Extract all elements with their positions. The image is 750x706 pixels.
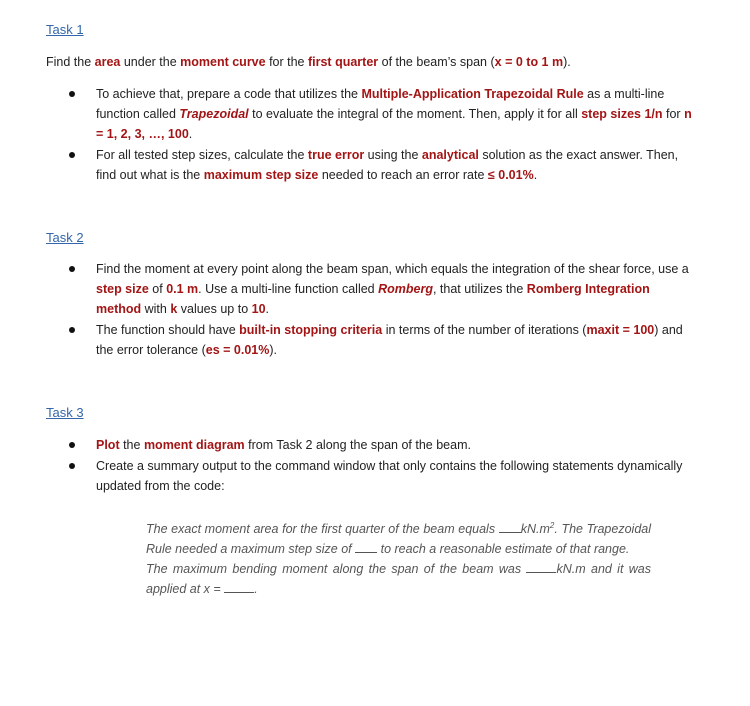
text: the xyxy=(119,438,144,452)
text: Create a summary output to the command window that only contains the following statements dynamically updated from the code: xyxy=(96,459,683,493)
highlight-function-name: Trapezoidal xyxy=(179,107,249,121)
highlight-maxit: maxit = 100 xyxy=(586,323,655,337)
text: values up to xyxy=(177,302,252,316)
highlight-true-error: true error xyxy=(307,148,365,162)
highlight-max-step: maximum step size xyxy=(203,168,319,182)
task1-bullet-1 xyxy=(96,84,696,144)
summary-statement xyxy=(146,516,651,599)
highlight-method: Romberg Integration method xyxy=(96,282,650,316)
highlight-es: es = 0.01% xyxy=(205,343,270,357)
highlight-step-sizes: step sizes 1/n xyxy=(581,107,663,121)
text: to reach a reasonable estimate of that range. xyxy=(377,542,630,557)
text: kN.m xyxy=(520,522,550,537)
blank-line xyxy=(355,541,377,553)
text: of the beam’s span ( xyxy=(378,55,495,69)
task2-bullet-2 xyxy=(96,320,696,360)
highlight-moment-curve: moment curve xyxy=(180,55,266,69)
text: For all tested step sizes, calculate the xyxy=(96,148,308,162)
highlight-analytical: analytical xyxy=(421,148,479,162)
text: ). xyxy=(269,343,278,357)
text: The function should have xyxy=(96,323,240,337)
text: . Use a multi-line function called xyxy=(198,282,379,296)
bullet-icon xyxy=(69,91,75,97)
text: in terms of the number of iterations ( xyxy=(382,323,587,337)
text: ). xyxy=(563,55,571,69)
blank-line xyxy=(224,581,254,593)
blank-line xyxy=(499,521,521,533)
text: The exact moment area for the first quarter of the beam equals xyxy=(146,522,499,537)
task1-heading: Task 1 xyxy=(46,22,84,37)
text: solution as the exact answer. Then, find out what is the xyxy=(96,148,679,182)
highlight-k: k xyxy=(170,302,178,316)
bullet-icon xyxy=(69,327,75,333)
highlight-area: area xyxy=(94,55,121,69)
text: kN.m and it was applied at x = xyxy=(146,562,652,597)
summary-paragraph-1 xyxy=(146,516,651,559)
bullet-icon xyxy=(69,266,75,272)
text: as a multi-line function called xyxy=(96,87,665,121)
text: The maximum bending moment along the span of the beam was xyxy=(146,562,527,577)
highlight-step-size: step size xyxy=(96,282,149,296)
text: . xyxy=(188,127,193,141)
text: for the xyxy=(265,55,308,69)
bullet-icon xyxy=(69,152,75,158)
text: . xyxy=(265,302,270,316)
text: . xyxy=(533,168,538,182)
text: with xyxy=(141,302,171,316)
highlight-criteria: built-in stopping criteria xyxy=(239,323,383,337)
text: To achieve that, prepare a code that utilizes the xyxy=(96,87,362,101)
text: under the xyxy=(120,55,181,69)
text: using the xyxy=(364,148,422,162)
highlight-first-quarter: first quarter xyxy=(307,55,379,69)
highlight-moment-diagram: moment diagram xyxy=(143,438,245,452)
task1-intro xyxy=(46,53,726,71)
highlight-plot: Plot xyxy=(96,438,120,452)
task1-bullet-2 xyxy=(96,145,696,185)
text: Find the xyxy=(46,55,95,69)
text: . The Trapezoidal Rule needed a maximum step size of xyxy=(146,522,651,557)
blank-line xyxy=(526,561,556,573)
text: Find the moment at every point along the beam span, which equals the integration of the shear force, use a xyxy=(96,262,689,276)
text: ) and the error tolerance ( xyxy=(96,323,683,357)
summary-paragraph-2 xyxy=(146,559,651,599)
bullet-icon xyxy=(69,442,75,448)
task2-bullet-1 xyxy=(96,259,696,319)
task2-heading: Task 2 xyxy=(46,230,84,245)
text: . xyxy=(254,582,258,597)
highlight-function-name: Romberg xyxy=(378,282,433,296)
bullet-icon xyxy=(69,463,75,469)
highlight-step-value: 0.1 m xyxy=(166,282,199,296)
highlight-k-value: 10 xyxy=(251,302,266,316)
text: of xyxy=(148,282,167,296)
highlight-n-range: n = 1, 2, 3, …, 100 xyxy=(96,107,692,141)
text: , that utilizes the xyxy=(432,282,527,296)
task3-heading: Task 3 xyxy=(46,405,84,420)
text: needed to reach an error rate xyxy=(318,168,488,182)
text: from Task 2 along the span of the beam. xyxy=(244,438,471,452)
task3-bullet-2 xyxy=(96,456,696,496)
text: for xyxy=(662,107,685,121)
highlight-method: Multiple-Application Trapezoidal Rule xyxy=(361,87,584,101)
task3-bullet-1 xyxy=(96,435,696,455)
text: to evaluate the integral of the moment. Then, apply it for all xyxy=(248,107,582,121)
highlight-range: x = 0 to 1 m xyxy=(494,55,564,69)
superscript: 2 xyxy=(549,521,555,530)
highlight-error-rate: ≤ 0.01% xyxy=(487,168,534,182)
